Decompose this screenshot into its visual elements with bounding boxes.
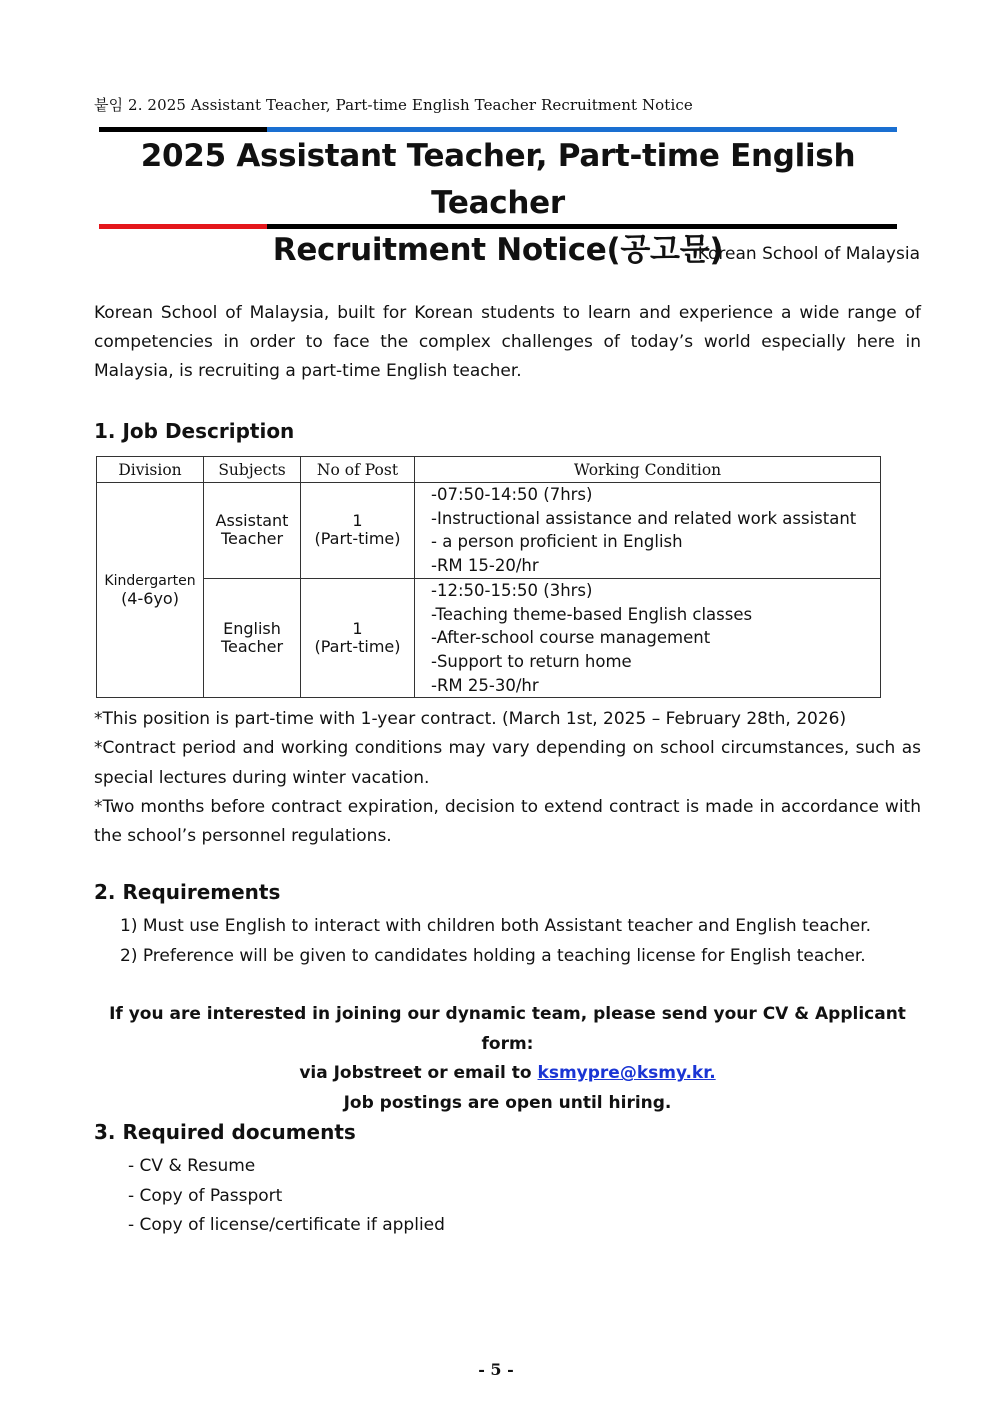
- subject-cell: [204, 483, 301, 579]
- subject-cell: [204, 578, 301, 698]
- page-number: - 5 -: [478, 1360, 514, 1379]
- note-contract-duration: *This position is part-time with 1-year contract. (March 1st, 2025 – February 28th, 2026): [94, 709, 847, 729]
- condition-line: -RM 15-20/hr: [431, 556, 539, 576]
- organization-name: Korean School of Malaysia: [697, 244, 920, 264]
- job-notes: [94, 705, 921, 851]
- list-item: 1) Must use English to interact with children both Assistant teacher and English teacher.: [120, 916, 872, 936]
- table-row: [97, 483, 881, 579]
- application-call-to-action: [94, 1000, 921, 1119]
- cta-line3: Job postings are open until hiring.: [343, 1093, 672, 1114]
- intro-paragraph: Korean School of Malaysia, built for Korean students to learn and experience a wide range of competencies in order to face the complex challenges of today’s world especially here in Malaysia, is recruiting a part-time English teacher.: [94, 303, 921, 381]
- condition-line: -12:50-15:50 (3hrs): [431, 580, 593, 600]
- condition-line: -RM 25-30/hr: [431, 675, 539, 695]
- working-condition-cell: [415, 578, 881, 698]
- subject-line2: Teacher: [220, 529, 284, 549]
- page-title-line2: Recruitment Notice(공고문): [272, 232, 724, 268]
- posts-line1: 1: [352, 619, 363, 639]
- page-title-line1: 2025 Assistant Teacher, Part-time English Teacher: [140, 138, 856, 221]
- division-line1: Kindergarten: [104, 573, 196, 590]
- job-description-table: [96, 456, 881, 698]
- title-top-bar-black: [99, 127, 267, 132]
- table-header-no-of-post: No of Post: [301, 457, 415, 483]
- section-heading-job-description: 1. Job Description: [94, 419, 295, 443]
- subject-line1: Assistant: [215, 511, 289, 531]
- condition-line: - a person proficient in English: [431, 532, 683, 552]
- note-contract-conditions: *Contract period and working conditions may vary depending on school circumstances, such as special lectures during winter vacation.: [94, 738, 921, 788]
- posts-line2: (Part-time): [314, 529, 401, 549]
- condition-line: -Teaching theme-based English classes: [431, 604, 753, 624]
- condition-line: -07:50-14:50 (7hrs): [431, 485, 593, 504]
- posts-cell: [301, 483, 415, 579]
- subject-line1: English: [223, 619, 281, 639]
- posts-line2: (Part-time): [314, 637, 401, 657]
- requirements-list: [120, 912, 871, 971]
- table-header-working-condition: Working Condition: [415, 457, 881, 483]
- title-bottom-bar-black: [267, 224, 897, 229]
- required-documents-list: [128, 1152, 445, 1241]
- cta-line1: If you are interested in joining our dynamic team, please send your CV & Applicant form:: [109, 1004, 906, 1054]
- email-link[interactable]: ksmypre@ksmy.kr.: [537, 1063, 716, 1084]
- division-cell: [97, 483, 204, 698]
- table-header-row: [97, 457, 881, 483]
- header-note: 붙임 2. 2025 Assistant Teacher, Part-time English Teacher Recruitment Notice: [94, 96, 693, 114]
- list-item: - CV & Resume: [128, 1156, 256, 1176]
- section-heading-requirements: 2. Requirements: [94, 880, 281, 904]
- cta-line2-prefix: via Jobstreet or email to: [299, 1063, 538, 1084]
- title-bottom-bar-red: [99, 224, 267, 229]
- section-heading-required-documents: 3. Required documents: [94, 1120, 356, 1144]
- list-item: - Copy of license/certificate if applied: [128, 1215, 445, 1235]
- table-header-subjects: Subjects: [204, 457, 301, 483]
- list-item: - Copy of Passport: [128, 1185, 283, 1206]
- condition-line: -After-school course management: [431, 628, 711, 648]
- posts-line1: 1: [352, 511, 363, 531]
- division-line2: (4-6yo): [121, 589, 179, 609]
- subject-line2: Teacher: [220, 637, 284, 657]
- condition-line: -Instructional assistance and related work assistant: [431, 508, 857, 528]
- table-row: [97, 578, 881, 698]
- working-condition-cell: [415, 483, 881, 579]
- table-header-division: Division: [97, 457, 204, 483]
- posts-cell: [301, 578, 415, 698]
- cta-line2: [94, 1059, 921, 1089]
- list-item: 2) Preference will be given to candidates holding a teaching license for English teacher.: [120, 945, 866, 966]
- title-top-bar-blue: [267, 127, 897, 132]
- condition-line: -Support to return home: [431, 651, 632, 671]
- note-contract-extension: *Two months before contract expiration, decision to extend contract is made in accordance with the school’s personnel regulations.: [94, 796, 921, 847]
